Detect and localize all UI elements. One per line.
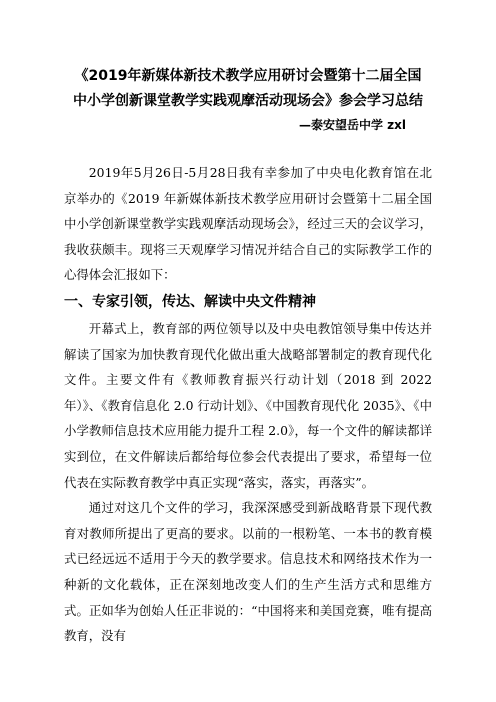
section-heading-1: 一、专家引领，传达、解读中央文件精神 [64,293,316,310]
author-byline: —泰安望岳中学 zxl [298,118,406,132]
title-line-2: 中小学创新课堂教学实践观摩活动现场会》参会学习总结 [73,93,423,109]
title-line-1: 《2019年新媒体新技术教学应用研讨会暨第十二届全国 [74,68,422,84]
document-title [64,64,432,114]
body-paragraph: 通过对这几个文件的学习，我深深感受到新战略背景下现代教育对教师所提出了更高的要求。以前的一根粉笔、一本书的教育模式已经远远不适用于今天的教学要求。信息技术和网络技术作为一种新的文化载体，正在深刻地改变人们的生产生活方式和思维方式。正如华为创始人任正非说的：“中国将来和美国竞赛，唯有提高教育，没有 [64,500,432,644]
body-paragraph: 开幕式上，教育部的两位领导以及中央电教馆领导集中传达并解读了国家为加快教育现代化做出重大战略部署制定的教育现代化文件。主要文件有《教师教育振兴行动计划（2018 到 2022 年）》、《教育信息化 2.0 行动计划》、《中国教育现代化 2035》、《中小学教师信息技术应用能力提升工程 2.0》，每一个文件的解读都详实到位，在文件解读后都给每位参会代表提出了要求，希望每一位代表在实际教育教学中真正实现“落实，落实，再落实”。 [64,320,432,490]
intro-paragraph: 2019年5月26日-5月28日我有幸参加了中央电化教育馆在北京举办的《2019 年新媒体新技术教学应用研讨会暨第十二届全国中小学创新课堂教学实践观摩活动现场会》，经过三天的会议学习，我收获颇丰。现将三天观摩学习情况并结合自己的实际教学工作的心得体会汇报如下： [64,165,432,283]
document-body [64,160,432,649]
